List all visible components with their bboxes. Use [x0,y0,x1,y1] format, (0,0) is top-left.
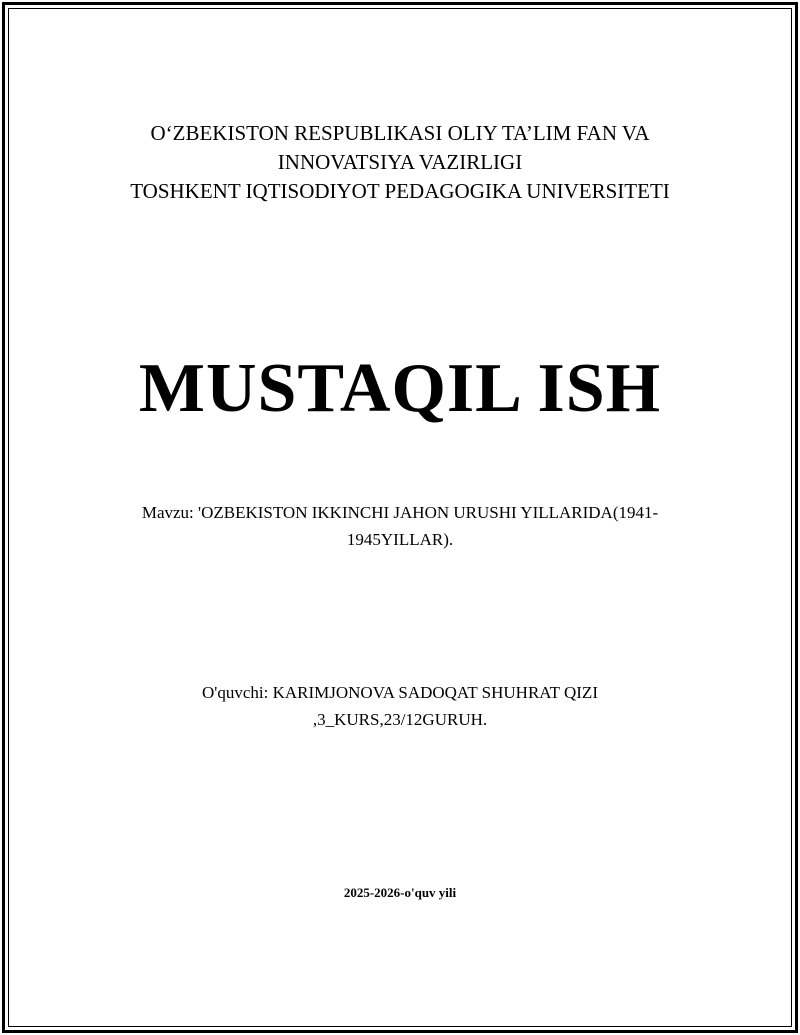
topic-paragraph [40,499,760,553]
ministry-header-line1: OʻZBEKISTON RESPUBLIKASI OLIY TA’LIM FAN VA [150,121,650,145]
student-line1: O'quvchi: KARIMJONOVA SADOQAT SHUHRAT QIZI [202,683,598,702]
university-name-line: TOSHKENT IQTISODIYOT PEDAGOGIKA UNIVERSITETI [130,179,670,203]
student-line2: ,3_KURS,23/12GURUH. [312,710,488,729]
topic-line2: 1945YILLAR). [346,530,454,549]
main-title-text: MUSTAQIL ISH [138,350,662,427]
main-title [40,352,760,426]
academic-year-footer [40,884,760,901]
academic-year-text: 2025-2026-o'quv yili [343,885,457,900]
ministry-header-line2: INNOVATSIYA VAZIRLIGI [277,150,523,174]
ministry-header [40,119,760,206]
topic-line1: Mavzu: 'OZBEKISTON IKKINCHI JAHON URUSHI YILLARIDA(1941- [141,503,659,522]
student-paragraph [40,679,760,733]
